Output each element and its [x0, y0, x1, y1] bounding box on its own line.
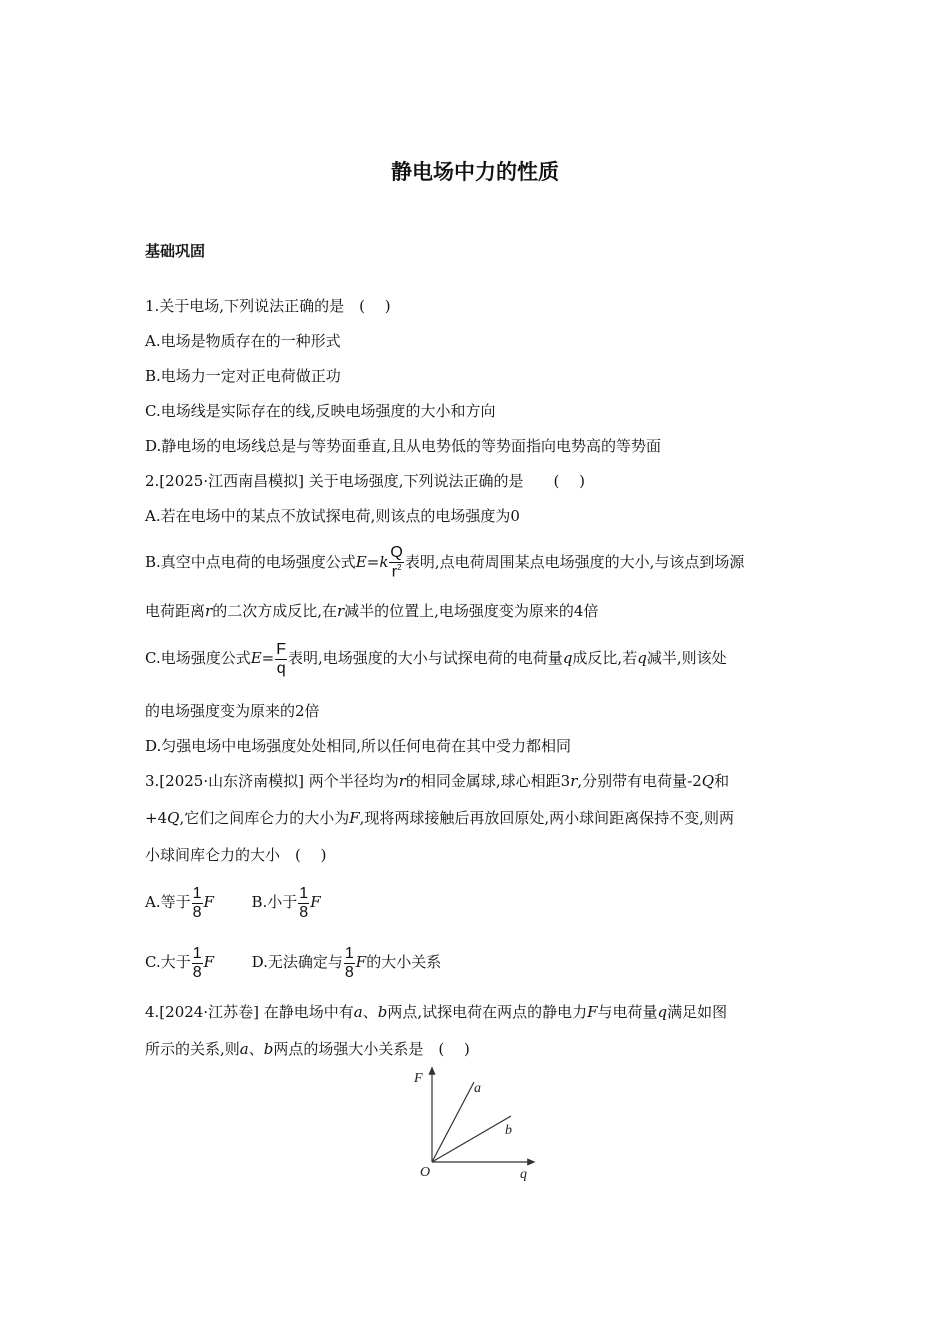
y-axis-label: F — [414, 1071, 423, 1086]
q3-options-ab — [145, 880, 321, 924]
q4-stem-line1: 4.[2024·江苏卷] 在静电场中有a、b两点,试探电荷在两点的静电力F与电荷量q满足如图 — [145, 1003, 728, 1021]
q2-option-a: A.若在电场中的某点不放试探电荷,则该点的电场强度为0 — [145, 507, 520, 525]
q1-option-c: C.电场线是实际存在的线,反映电场强度的大小和方向 — [145, 402, 496, 420]
q1-option-d: D.静电场的电场线总是与等势面垂直,且从电势低的等势面指向电势高的等势面 — [145, 437, 662, 455]
page-title: 静电场中力的性质 — [391, 160, 559, 184]
q2-c-fraction: $\frac{F}{q}$ — [276, 640, 287, 677]
q3-option-d: D.无法确定与 $\frac{1}{8}$ F的大小关系 — [251, 944, 442, 981]
q3-options-cd — [145, 940, 441, 984]
q3-option-a: A.等于 $\frac{1}{8}$ F — [145, 884, 214, 921]
q2-b-pre: B.真空中点电荷的电场强度公式 — [145, 553, 356, 571]
line-a-label: a — [474, 1081, 481, 1096]
q2-b-post: 表明,点电荷周围某点电场强度的大小,与该点到场源 — [404, 553, 745, 571]
line-b-label: b — [505, 1123, 512, 1138]
q2-stem: 2.[2025·江西南昌模拟] 关于电场强度,下列说法正确的是 ( ) — [145, 472, 585, 490]
q3-stem-line2: +4Q,它们之间库仑力的大小为F,现将两球接触后再放回原处,两小球间距离保持不变,则两 — [145, 809, 734, 827]
q2-c-formula-lhs: E= — [250, 649, 275, 667]
q2-b-denominator: $r^2$ — [391, 563, 402, 581]
q2-option-b-line2: 电荷距离r的二次方成反比,在r减半的位置上,电场强度变为原来的4倍 — [145, 602, 599, 620]
q2-option-c: C.电场强度公式E= $\frac{F}{q}$ 表明,电场强度的大小与试探电荷的电荷量q成反比,若q减半,则该处 — [145, 640, 727, 677]
f-q-graph — [400, 1062, 550, 1182]
x-axis-label: q — [520, 1167, 527, 1182]
q2-b-fraction — [389, 544, 403, 581]
q1-option-b: B.电场力一定对正电荷做正功 — [145, 367, 341, 385]
section-heading: 基础巩固 — [145, 242, 206, 260]
q1-stem: 1.关于电场,下列说法正确的是 ( ) — [145, 297, 391, 315]
q2-b-numerator: Q — [390, 544, 403, 562]
q3-stem-line1: 3.[2025·山东济南模拟] 两个半径均为r的相同金属球,球心相距3r,分别带有电荷量-2Q和 — [145, 772, 730, 790]
origin-label: O — [420, 1165, 431, 1180]
q2-b-formula-lhs: E=k — [355, 553, 389, 571]
q2-option-c-line2: 的电场强度变为原来的2倍 — [145, 702, 320, 720]
q2-option-b — [145, 540, 744, 584]
q3-stem-line3: 小球间库仑力的大小 ( ) — [145, 846, 327, 864]
q1-option-a: A.电场是物质存在的一种形式 — [145, 332, 341, 350]
q2-option-d: D.匀强电场中电场强度处处相同,所以任何电荷在其中受力都相同 — [145, 737, 572, 755]
q3-option-c: C.大于 $\frac{1}{8}$ F — [145, 944, 215, 981]
q4-stem-line2: 所示的关系,则a、b两点的场强大小关系是 ( ) — [145, 1040, 470, 1058]
q3-option-b: B.小于 $\frac{1}{8}$ F — [251, 884, 321, 921]
